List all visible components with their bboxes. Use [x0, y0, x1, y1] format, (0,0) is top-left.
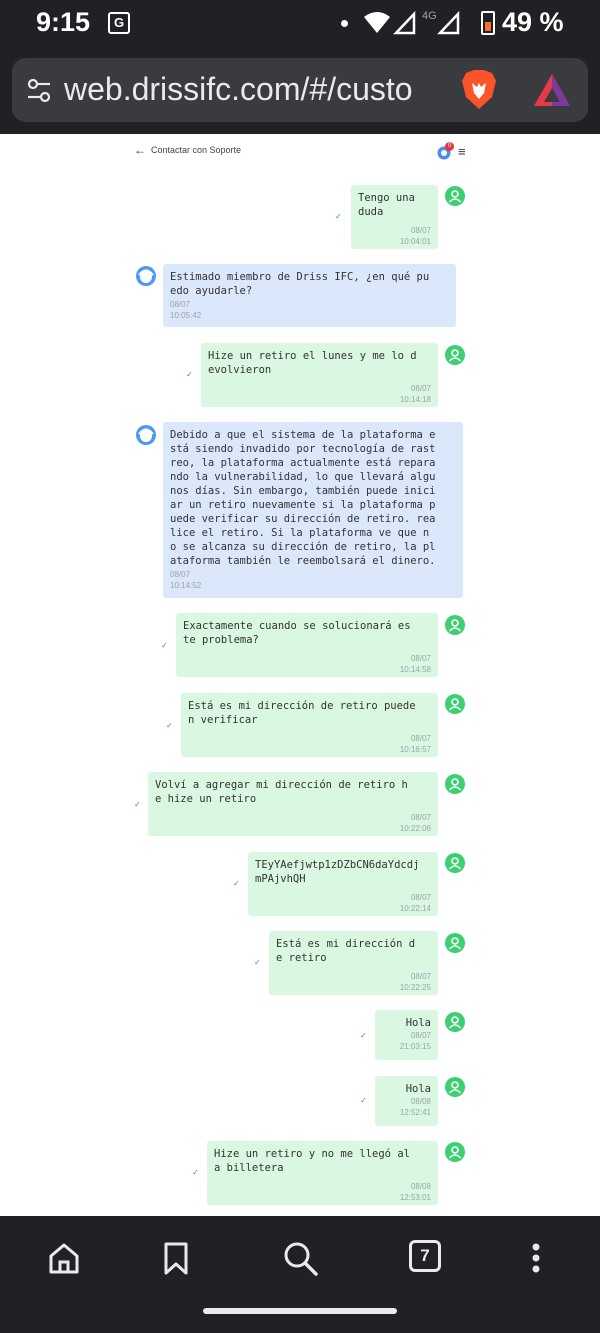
agent-message: Debido a que el sistema de la plataforma e stá siendo invadido por tecnología de rast reo, la plataforma actualmente está repara ndo la vulnerabilidad, lo que llevará algu nos días. Sin embargo, también puede inici ar un retiro nuevamente si la plataforma p uede verificar su dirección de retiro. rea lice el retiro. Si la plataforma ve que n o se alcanza su dirección de retiro, la pl ataforma también le reembolsará el dinero. 08/07 10:14:52 — [163, 422, 463, 598]
user-avatar-icon — [445, 615, 465, 635]
network-type-icon: 4G — [422, 10, 437, 22]
user-avatar-icon — [445, 853, 465, 873]
home-icon[interactable] — [44, 1238, 84, 1278]
translate-notification-icon: G — [108, 12, 130, 34]
support-agent-avatar-icon — [135, 424, 157, 446]
brave-shields-icon[interactable] — [460, 69, 498, 111]
battery-percent: 49 % — [502, 7, 564, 37]
user-avatar-icon — [445, 1077, 465, 1097]
agent-message: Estimado miembro de Driss IFC, ¿en qué pu edo ayudarle? 08/07 10:05:42 — [163, 264, 456, 327]
user-message: Hola 08/07 21:03:15 — [375, 1010, 438, 1060]
more-options-icon[interactable] — [516, 1238, 556, 1278]
support-agent-avatar-icon — [135, 265, 157, 287]
status-bar — [0, 0, 600, 48]
page-title: Contactar con Soporte — [151, 145, 242, 155]
chat-header — [134, 142, 470, 162]
notification-badge: 0 — [445, 142, 454, 151]
user-avatar-icon — [445, 1012, 465, 1032]
bookmark-icon[interactable] — [156, 1238, 196, 1278]
signal-icons — [362, 8, 477, 38]
user-avatar-icon — [445, 186, 465, 206]
user-avatar-icon — [445, 345, 465, 365]
user-message: Está es mi dirección d e retiro 08/07 10:22:25 — [269, 931, 438, 995]
read-receipt-icon: ✓ — [360, 1096, 367, 1105]
site-settings-icon[interactable] — [26, 78, 52, 104]
user-message: Exactamente cuando se solucionará es te problema? 08/07 10:14:58 — [176, 613, 438, 677]
status-time: 9:15 — [36, 7, 91, 37]
back-arrow-icon[interactable]: ← — [134, 143, 146, 157]
user-avatar-icon — [445, 933, 465, 953]
read-receipt-icon: ✓ — [335, 212, 342, 221]
read-receipt-icon: ✓ — [166, 721, 173, 730]
user-message: TEyYAefjwtp1zDZbCN6daYdcdj mPAjvhQH 08/07 10:22:14 — [248, 852, 438, 916]
read-receipt-icon: ✓ — [134, 800, 141, 809]
wifi-icon — [364, 12, 390, 33]
read-receipt-icon: ✓ — [360, 1031, 367, 1040]
read-receipt-icon: ✓ — [233, 879, 240, 888]
user-message: Tengo una duda 08/07 10:04:01 — [351, 185, 438, 249]
signal-bars-icon — [396, 14, 414, 33]
browser-toolbar — [0, 48, 600, 134]
user-avatar-icon — [445, 1142, 465, 1162]
read-receipt-icon: ✓ — [161, 641, 168, 650]
battery-icon — [481, 11, 495, 35]
read-receipt-icon: ✓ — [254, 958, 261, 967]
menu-icon[interactable]: ≡ — [458, 144, 466, 159]
url-text[interactable]: web.drissifc.com/#/custo — [64, 71, 413, 107]
address-bar[interactable] — [12, 58, 588, 122]
user-message: Hize un retiro el lunes y me lo d evolvieron 08/07 10:14:18 — [201, 343, 438, 407]
user-avatar-icon — [445, 774, 465, 794]
tab-switcher-button[interactable]: 7 — [409, 1240, 441, 1272]
search-icon[interactable] — [280, 1238, 320, 1278]
brave-rewards-icon[interactable] — [532, 72, 572, 108]
read-receipt-icon: ✓ — [192, 1168, 199, 1177]
user-message: Hize un retiro y no me llegó al a billetera 08/08 12:53:01 — [207, 1141, 438, 1205]
user-message: Hola 08/08 12:52:41 — [375, 1076, 438, 1126]
chat-page — [0, 134, 600, 1216]
user-message: Volví a agregar mi dirección de retiro h e hize un retiro 08/07 10:22:06 — [148, 772, 438, 836]
gesture-handle[interactable] — [203, 1308, 397, 1314]
user-avatar-icon — [445, 694, 465, 714]
user-message: Está es mi dirección de retiro puede n verificar 08/07 10:16:57 — [181, 693, 438, 757]
read-receipt-icon: ✓ — [186, 370, 193, 379]
signal-bars-2-icon — [440, 14, 458, 33]
notification-dot-icon — [341, 20, 348, 27]
browser-bottom-bar — [0, 1216, 600, 1333]
